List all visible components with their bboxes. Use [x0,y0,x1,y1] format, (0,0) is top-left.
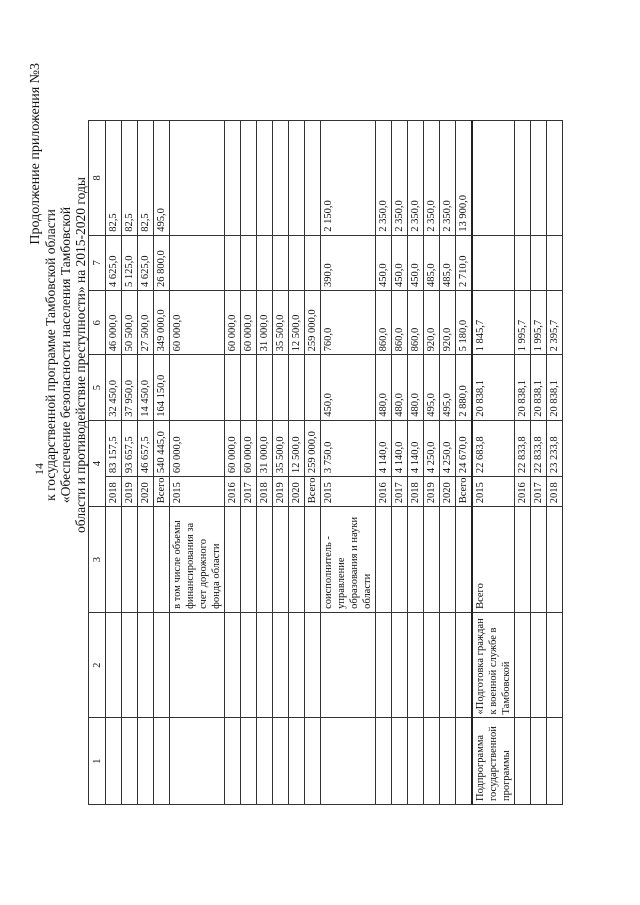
regional-cell: 60 000,0 [225,291,241,355]
executor-cell [106,507,122,613]
federal-cell [257,355,273,420]
year-cell: 2020 [138,477,154,507]
program-cell [225,718,241,805]
total-cell: 259 000,0 [305,420,321,476]
col-header-8: 8 [89,121,106,236]
subprogram-cell [515,612,531,718]
local-cell: 450,0 [376,235,392,290]
total-cell: 4 250,0 [424,420,440,476]
year-cell: 2018 [547,477,563,507]
executor-cell [408,507,424,613]
table-row [321,121,376,805]
regional-cell: 60 000,0 [241,291,257,355]
year-cell: 2017 [392,477,408,507]
total-cell: 4 140,0 [376,420,392,476]
executor-cell [547,507,563,613]
other-cell [289,121,305,236]
local-cell: 450,0 [392,235,408,290]
total-cell: 83 157,5 [106,420,122,476]
subprogram-cell [376,612,392,718]
year-cell: 2017 [241,477,257,507]
local-cell [170,235,225,290]
federal-cell: 14 450,0 [138,355,154,420]
executor-cell [515,507,531,613]
page-number: 14 [32,463,46,475]
program-cell [424,718,440,805]
total-cell: 60 000,0 [241,420,257,476]
year-cell: 2019 [424,477,440,507]
year-cell: 2020 [440,477,456,507]
other-cell [515,121,531,236]
total-cell: 540 445,0 [154,420,170,476]
local-cell [225,235,241,290]
program-cell [408,718,424,805]
year-cell: 2018 [106,477,122,507]
other-cell: 2 350,0 [424,121,440,236]
executor-cell: соисполнитель - управление образования и науки области [321,507,376,613]
executor-cell [392,507,408,613]
table-row [515,121,531,805]
executor-cell [273,507,289,613]
total-cell: 22 683,8 [472,420,515,476]
program-cell [241,718,257,805]
local-cell: 5 125,0 [122,235,138,290]
year-cell: 2019 [122,477,138,507]
total-cell: 22 833,8 [531,420,547,476]
total-cell: 24 670,0 [456,420,473,476]
table-row [138,121,154,805]
local-cell [273,235,289,290]
regional-cell: 860,0 [392,291,408,355]
local-cell: 485,0 [424,235,440,290]
program-cell: Подпрограмма государственной программы [472,718,515,805]
col-header-2: 2 [89,612,106,718]
header-line-2: к государственной программе Тамбовской области [43,209,58,501]
table-row [305,121,321,805]
local-cell: 2 710,0 [456,235,473,290]
regional-cell: 12 500,0 [289,291,305,355]
federal-cell [273,355,289,420]
local-cell [241,235,257,290]
table-row [376,121,392,805]
regional-cell: 46 000,0 [106,291,122,355]
program-cell [515,718,531,805]
program-cell [321,718,376,805]
subprogram-cell [531,612,547,718]
year-cell: Всего [456,477,473,507]
local-cell: 390,0 [321,235,376,290]
federal-cell: 20 838,1 [531,355,547,420]
year-cell: 2016 [515,477,531,507]
program-cell [547,718,563,805]
table-row [154,121,170,805]
total-cell: 4 140,0 [408,420,424,476]
federal-cell [289,355,305,420]
regional-cell: 60 000,0 [170,291,225,355]
federal-cell: 480,0 [376,355,392,420]
subprogram-cell [241,612,257,718]
total-cell: 3 750,0 [321,420,376,476]
federal-cell [241,355,257,420]
regional-cell: 259 000,0 [305,291,321,355]
federal-cell: 450,0 [321,355,376,420]
table-row [241,121,257,805]
executor-cell [376,507,392,613]
program-cell [273,718,289,805]
table-row [547,121,563,805]
header-line-1: Продолжение приложения №3 [28,63,43,245]
executor-cell [305,507,321,613]
year-cell: 2017 [531,477,547,507]
total-cell: 31 000,0 [257,420,273,476]
local-cell: 4 625,0 [106,235,122,290]
subprogram-cell [424,612,440,718]
year-cell: 2019 [273,477,289,507]
other-cell [305,121,321,236]
subprogram-cell [321,612,376,718]
table-row [392,121,408,805]
program-cell [154,718,170,805]
year-cell: 2018 [408,477,424,507]
federal-cell: 164 150,0 [154,355,170,420]
regional-cell: 27 500,0 [138,291,154,355]
year-cell: Всего [305,477,321,507]
col-header-6: 6 [89,291,106,355]
other-cell: 82,5 [106,121,122,236]
regional-cell: 50 500,0 [122,291,138,355]
other-cell: 2 350,0 [440,121,456,236]
total-cell: 46 657,5 [138,420,154,476]
subprogram-cell [408,612,424,718]
other-cell [170,121,225,236]
executor-cell [531,507,547,613]
col-header-5: 5 [89,355,106,420]
regional-cell: 31 000,0 [257,291,273,355]
regional-cell: 35 500,0 [273,291,289,355]
other-cell [241,121,257,236]
program-cell [122,718,138,805]
executor-cell [138,507,154,613]
year-cell: 2015 [321,477,376,507]
subprogram-cell [106,612,122,718]
regional-cell: 2 395,7 [547,291,563,355]
local-cell [515,235,531,290]
column-number-row [89,121,106,805]
program-cell [138,718,154,805]
table-row [257,121,273,805]
col-header-4: 4 [89,420,106,507]
subprogram-cell [257,612,273,718]
subprogram-cell [305,612,321,718]
federal-cell: 480,0 [392,355,408,420]
executor-cell: Всего [472,507,515,613]
subprogram-cell [122,612,138,718]
table-row [106,121,122,805]
local-cell [305,235,321,290]
other-cell: 495,0 [154,121,170,236]
executor-cell [225,507,241,613]
col-header-7: 7 [89,235,106,290]
total-cell: 35 500,0 [273,420,289,476]
program-cell [440,718,456,805]
table-row [408,121,424,805]
total-cell: 93 657,5 [122,420,138,476]
local-cell [257,235,273,290]
local-cell [289,235,305,290]
program-cell [392,718,408,805]
local-cell: 450,0 [408,235,424,290]
federal-cell [305,355,321,420]
federal-cell: 37 950,0 [122,355,138,420]
federal-cell: 495,0 [440,355,456,420]
table-row [273,121,289,805]
header-line-3: «Обеспечение безопасности населения Тамбовской [58,206,73,504]
executor-cell [122,507,138,613]
total-cell: 23 233,8 [547,420,563,476]
executor-cell [440,507,456,613]
other-cell: 2 350,0 [392,121,408,236]
subprogram-cell [392,612,408,718]
regional-cell: 1 845,7 [472,291,515,355]
subprogram-cell [440,612,456,718]
local-cell: 485,0 [440,235,456,290]
col-header-3: 3 [89,507,106,613]
subprogram-cell [547,612,563,718]
regional-cell: 1 995,7 [515,291,531,355]
regional-cell: 920,0 [440,291,456,355]
executor-cell [241,507,257,613]
local-cell: 4 625,0 [138,235,154,290]
federal-cell: 20 838,1 [547,355,563,420]
program-cell [257,718,273,805]
regional-cell: 5 180,0 [456,291,473,355]
total-cell: 12 500,0 [289,420,305,476]
total-cell: 60 000,0 [225,420,241,476]
executor-cell [257,507,273,613]
total-cell: 4 140,0 [392,420,408,476]
federal-cell: 495,0 [424,355,440,420]
table-row [289,121,305,805]
federal-cell: 20 838,1 [472,355,515,420]
other-cell [273,121,289,236]
other-cell: 13 900,0 [456,121,473,236]
year-cell: 2015 [170,477,225,507]
other-cell: 82,5 [122,121,138,236]
executor-cell [289,507,305,613]
total-cell: 22 833,8 [515,420,531,476]
federal-cell [170,355,225,420]
subprogram-cell: «Подготовка граждан к военной службе в Тамбовской [472,612,515,718]
subprogram-cell [138,612,154,718]
other-cell: 2 350,0 [408,121,424,236]
executor-cell [424,507,440,613]
other-cell: 82,5 [138,121,154,236]
other-cell [547,121,563,236]
other-cell [225,121,241,236]
program-cell [456,718,473,805]
year-cell: 2015 [472,477,515,507]
table-row [170,121,225,805]
local-cell: 26 800,0 [154,235,170,290]
year-cell: 2016 [376,477,392,507]
program-cell [531,718,547,805]
local-cell [531,235,547,290]
subprogram-cell [273,612,289,718]
subprogram-cell [456,612,473,718]
table-row [472,121,515,805]
table-row [531,121,547,805]
federal-cell [225,355,241,420]
program-cell [305,718,321,805]
col-header-1: 1 [89,718,106,805]
finance-table [88,120,563,805]
year-cell: 2020 [289,477,305,507]
table-row [225,121,241,805]
year-cell: 2018 [257,477,273,507]
executor-cell: в том числе объемы финансирования за счет дорожного фонда области [170,507,225,613]
local-cell [547,235,563,290]
year-cell: 2016 [225,477,241,507]
program-cell [376,718,392,805]
regional-cell: 1 995,7 [531,291,547,355]
executor-cell [456,507,473,613]
other-cell: 2 150,0 [321,121,376,236]
total-cell: 4 250,0 [440,420,456,476]
table-row [122,121,138,805]
federal-cell: 20 838,1 [515,355,531,420]
program-cell [289,718,305,805]
regional-cell: 760,0 [321,291,376,355]
regional-cell: 860,0 [376,291,392,355]
regional-cell: 349 000,0 [154,291,170,355]
federal-cell: 480,0 [408,355,424,420]
program-cell [106,718,122,805]
other-cell: 2 350,0 [376,121,392,236]
program-cell [170,718,225,805]
subprogram-cell [154,612,170,718]
header-line-4: области и противодействие преступности» на 2015-2020 годы [73,177,88,533]
table-row [424,121,440,805]
regional-cell: 860,0 [408,291,424,355]
federal-cell: 2 880,0 [456,355,473,420]
subprogram-cell [225,612,241,718]
other-cell [472,121,515,236]
executor-cell [154,507,170,613]
other-cell [531,121,547,236]
regional-cell: 920,0 [424,291,440,355]
other-cell [257,121,273,236]
local-cell [472,235,515,290]
year-cell: Всего [154,477,170,507]
table-row [440,121,456,805]
subprogram-cell [289,612,305,718]
subprogram-cell [170,612,225,718]
federal-cell: 32 450,0 [106,355,122,420]
table-row [456,121,473,805]
total-cell: 60 000,0 [170,420,225,476]
